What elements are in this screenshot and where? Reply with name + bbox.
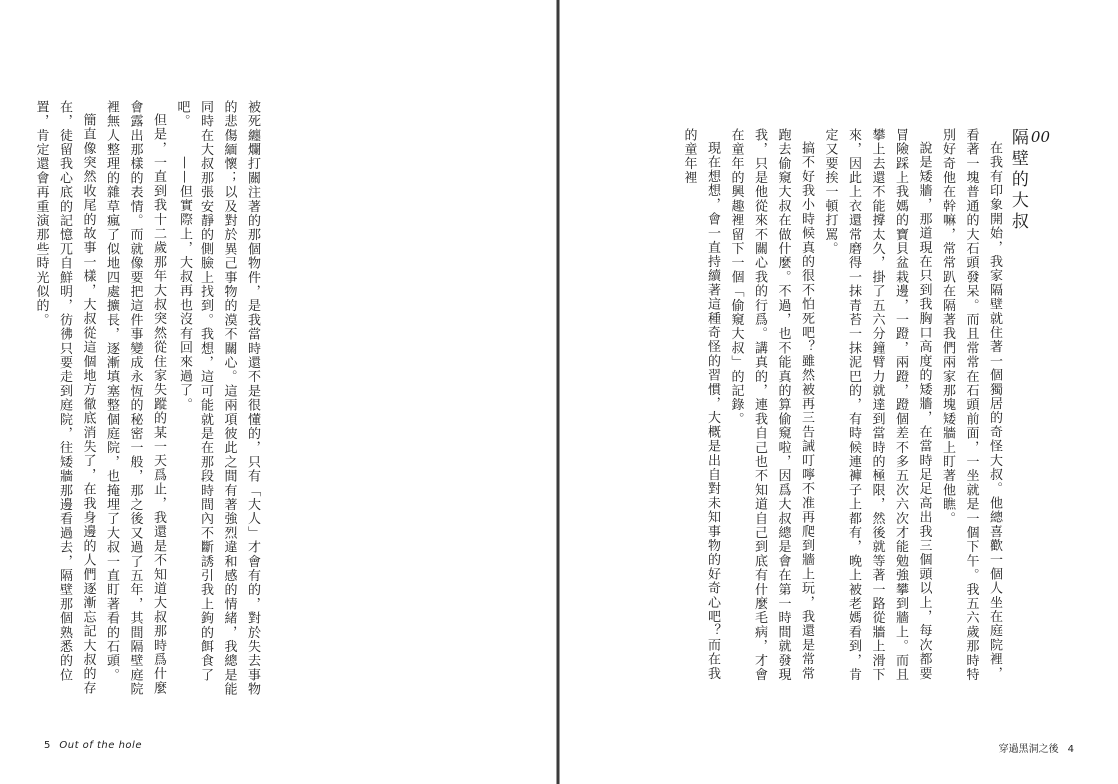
left-running-title: Out of the hole	[59, 740, 142, 751]
left-paragraph-3: 簡直像突然收尾的故事一樣，大叔從這個地方徹底消失了，在我身邊的人們逐漸忘記大叔的存在，徒留我心底的記憶兀自鮮明，彷彿只要走到庭院，往矮牆那邊看過去，隔壁那個熟悉的位置，肯定還會再重演那些時光似的。	[33, 100, 96, 696]
right-paragraph-3: 搞不好我小時候真的很不怕死吧？雖然被再三告誡叮嚀不准再爬到牆上玩，我還是常常跑去偷窺大叔在做什麼。不過，也不能真的算偷窺啦，因爲大叔總是會在第一時間就發現我，只是他從來不關心我的行爲。講真的，連我自己也不知道自己到底有什麼毛病，才會在童年的興趣裡留下一個「偷窺大叔」的記錄。	[728, 128, 814, 682]
chapter-number: 00	[1030, 128, 1050, 146]
left-paragraph-2: 但是，一直到我十二歲那年大叔突然從住家失蹤的某一天爲止，我還是不知道大叔那時爲什麼會露出那樣的表情。而就像要把這件事變成永恆的秘密一般，那之後又過了五年，其間隔壁庭院裡無人整理的雜草瘋了似地四處擴長，逐漸填塞整個庭院，也掩埋了大叔一直盯著看的石頭。	[104, 100, 166, 697]
left-paragraph-1: 被死纏爛打關注著的那個物件，是我當時還不是很懂的，只有「大人」才會有的，對於失去事物的悲傷緬懷；以及對於異己事物的漠不關心。這兩項彼此之間有著強烈違和感的情緒，我總是能同時在大叔那張安靜的側臉上找到。我想，這可能就是在那段時間內不斷誘引我上鉤的餌食了吧。	[174, 100, 260, 697]
right-footer	[999, 740, 1074, 755]
right-paragraph-1: 在我有印象開始，我家隔壁就住著一個獨居的奇怪大叔。他總喜歡一個人坐在庭院裡，看著一塊普通的大石頭發呆。而且常常在石頭前面，一坐就是一個下午。我五六歲那時特別好奇他在幹嘛，常常趴在隔著我們兩家那塊矮牆上盯著他瞧。	[940, 128, 1002, 682]
right-page	[559, 0, 1118, 784]
right-paragraph-2: 說是矮牆，那道現在只到我胸口高度的矮牆，在當時足足高出我三個頭以上，每次都要冒險踩上我媽的寶貝盆栽邊，一蹬，兩蹬，蹬個差不多五次六次才能勉強攀到牆上。而且攀上去還不能撐太久，掛了五六分鐘臂力就達到當時的極限，然後就等著一路從牆上滑下來，因此上衣還常磨得一抹青苔一抹泥巴的，有時候連褲子上都有，晚上被老媽看到，肯定又要挨一頓打罵。	[822, 128, 932, 682]
left-page-number: 5	[44, 740, 51, 751]
right-page-number: 4	[1067, 744, 1074, 755]
left-footer	[44, 740, 142, 751]
chapter-title: 隔壁的大叔	[1007, 128, 1028, 233]
right-page-body	[681, 128, 1006, 688]
chapter-heading	[1007, 128, 1050, 288]
left-page-body	[33, 100, 264, 700]
closing-quote: ——但實際上，大叔再也沒有回來過了。	[177, 156, 192, 412]
left-page	[0, 0, 557, 784]
right-running-title: 穿過黑洞之後	[998, 744, 1059, 755]
right-paragraph-4: 現在想想，會一直持續著這種奇怪的習慣，大概是出自對未知事物的好奇心吧？而在我的童年裡	[681, 128, 720, 681]
